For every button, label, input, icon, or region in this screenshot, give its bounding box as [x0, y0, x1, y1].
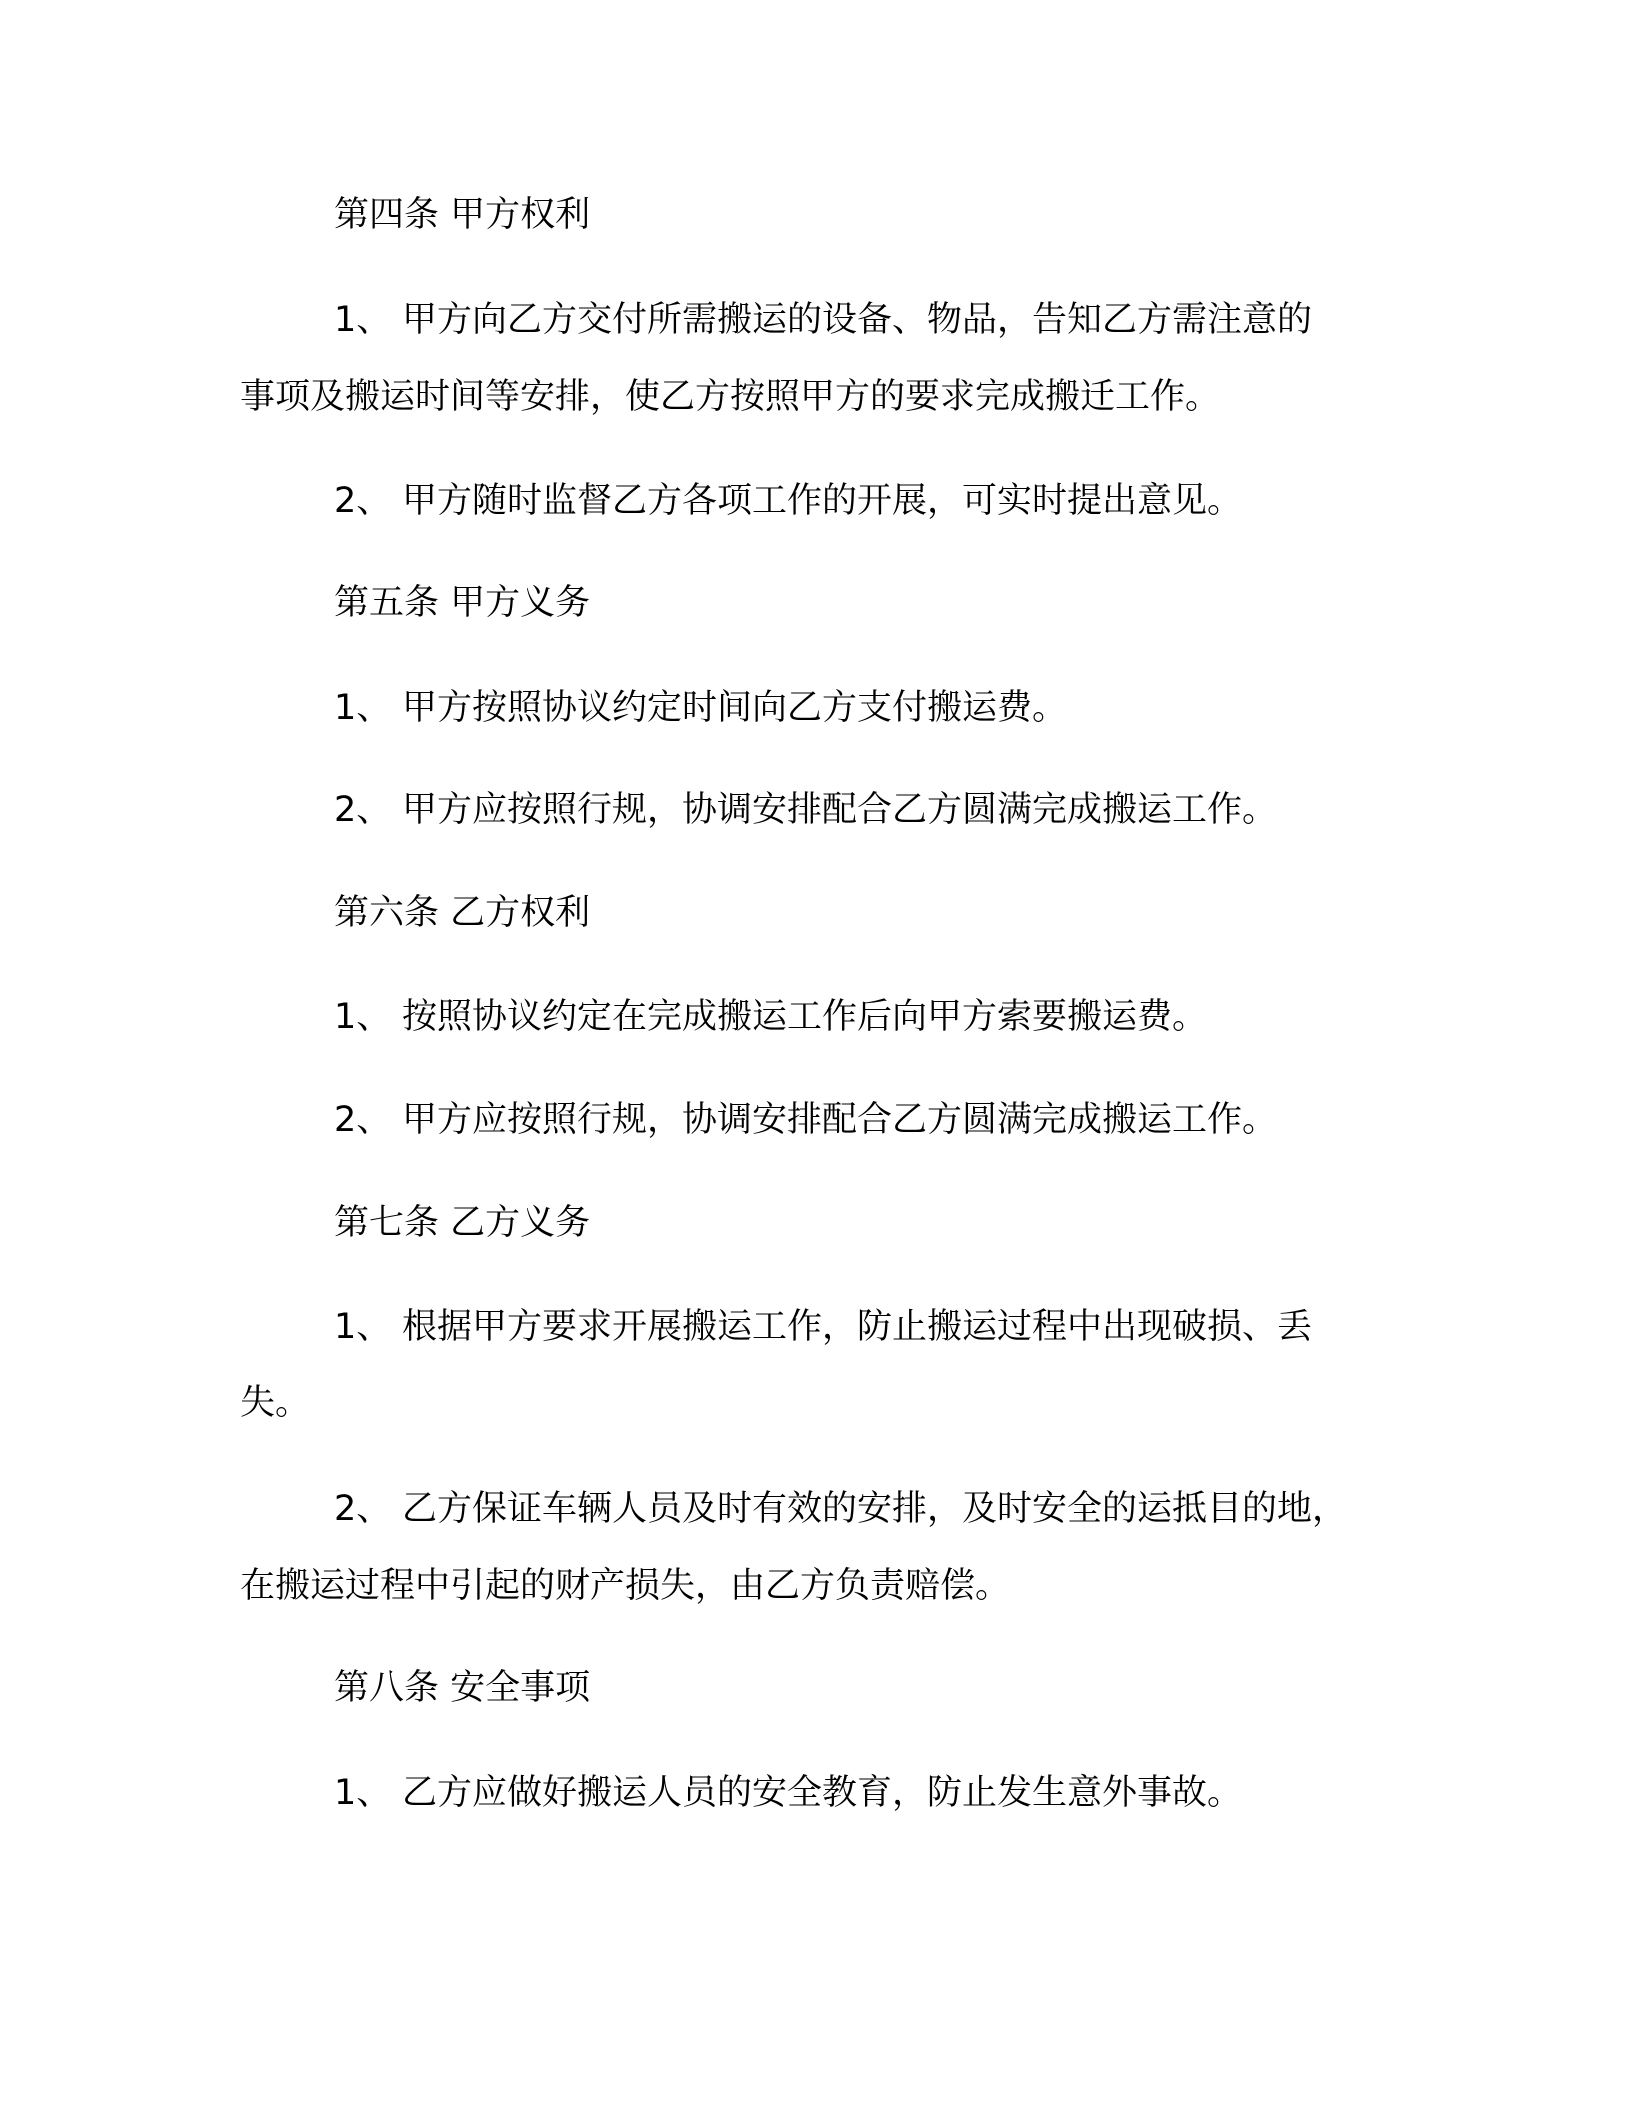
article-4-item-1-line-1 [334, 300, 1400, 340]
item-text: 甲方应按照行规，协调安排配合乙方圆满完成搬运工作。 [402, 790, 1278, 830]
article-7-item-1-line-2: 失。 [240, 1383, 311, 1423]
item-number: 1、 [334, 1307, 392, 1347]
item-text: 乙方应做好搬运人员的安全教育，防止发生意外事故。 [402, 1773, 1243, 1813]
item-text: 按照协议约定在完成搬运工作后向甲方索要搬运费。 [402, 997, 1208, 1037]
article-5-heading: 第五条 甲方义务 [334, 583, 591, 623]
article-4-item-2 [334, 481, 1400, 521]
article-6-item-1 [334, 997, 1400, 1037]
item-number: 1、 [334, 1773, 392, 1813]
article-8-item-1 [334, 1773, 1400, 1813]
article-7-heading: 第七条 乙方义务 [334, 1203, 591, 1243]
article-8-heading: 第八条 安全事项 [334, 1668, 591, 1708]
item-number: 2、 [334, 1100, 392, 1140]
item-number: 2、 [334, 790, 392, 830]
article-4-heading: 第四条 甲方权利 [334, 195, 591, 235]
article-6-item-2 [334, 1100, 1400, 1140]
item-number: 1、 [334, 300, 392, 340]
article-6-heading: 第六条 乙方权利 [334, 893, 591, 933]
item-text: 甲方按照协议约定时间向乙方支付搬运费。 [402, 688, 1068, 728]
item-number: 1、 [334, 997, 392, 1037]
item-text: 乙方保证车辆人员及时有效的安排，及时安全的运抵目的地， [402, 1489, 1348, 1529]
article-7-item-2-line-1 [334, 1489, 1400, 1529]
article-5-item-2 [334, 790, 1400, 830]
item-number: 2、 [334, 481, 392, 521]
article-5-item-1 [334, 688, 1400, 728]
article-7-item-1-line-1 [334, 1307, 1400, 1347]
item-text: 根据甲方要求开展搬运工作，防止搬运过程中出现破损、丢 [402, 1307, 1313, 1347]
article-4-item-1-line-2: 事项及搬运时间等安排，使乙方按照甲方的要求完成搬迁工作。 [240, 377, 1221, 417]
item-number: 1、 [334, 688, 392, 728]
article-7-item-2-line-2: 在搬运过程中引起的财产损失，由乙方负责赔偿。 [240, 1566, 1011, 1606]
item-text: 甲方向乙方交付所需搬运的设备、物品，告知乙方需注意的 [402, 300, 1313, 340]
item-text: 甲方应按照行规，协调安排配合乙方圆满完成搬运工作。 [402, 1100, 1278, 1140]
item-number: 2、 [334, 1489, 392, 1529]
item-text: 甲方随时监督乙方各项工作的开展，可实时提出意见。 [402, 481, 1243, 521]
